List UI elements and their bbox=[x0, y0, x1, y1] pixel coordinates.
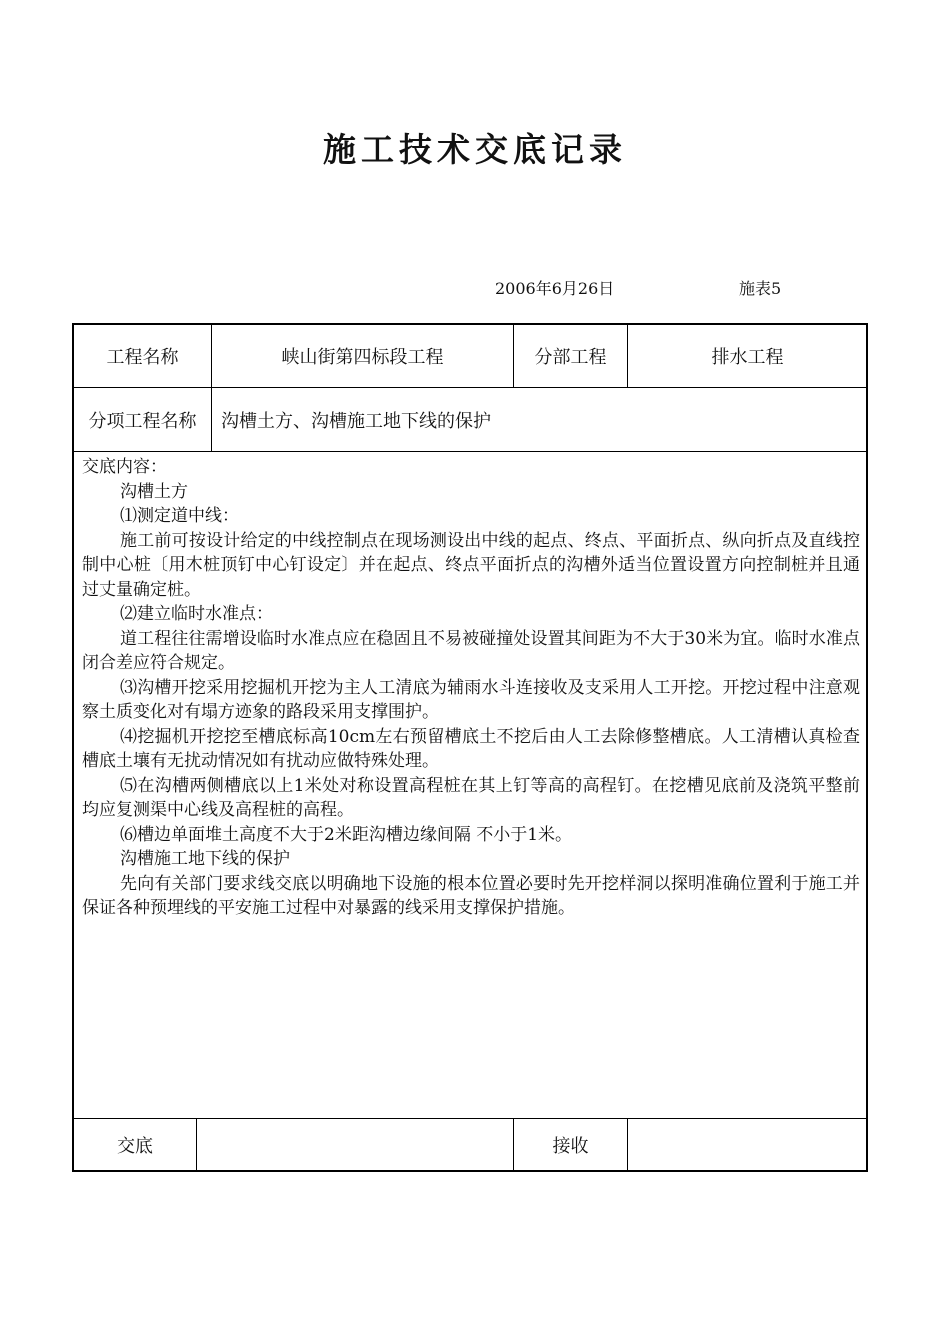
record-date: 2006年6月26日 bbox=[495, 279, 615, 298]
project-name-value: 峡山街第四标段工程 bbox=[281, 347, 444, 368]
sub-project-label: 分部工程 bbox=[534, 347, 607, 368]
form-number: 施表5 bbox=[739, 279, 782, 298]
item-name-label: 分项工程名称 bbox=[88, 410, 197, 432]
col-divider bbox=[211, 388, 212, 452]
receive-label: 接收 bbox=[552, 1136, 589, 1157]
content-paragraph: 先向有关部门要求线交底以明确地下设施的根本位置必要时先开挖样洞以探明准确位置利于施工并保证各种预埋线的平安施工过程中对暴露的线采用支撑保护措施。 bbox=[82, 873, 860, 918]
content-paragraph: ⑴测定道中线： bbox=[120, 506, 239, 526]
content-paragraph: 沟槽土方 bbox=[120, 481, 188, 502]
content-paragraph: ⑸在沟槽两侧槽底以上1米处对称设置高程桩在其上钉等高的高程钉。在挖槽见底前及浇筑平整前均应复测渠中心线及高程桩的高程。 bbox=[82, 775, 860, 820]
content-paragraph: ⑷挖掘机开挖挖至槽底标高10cm左右预留槽底土不挖后由人工去除修整槽底。人工清槽认真检查槽底土壤有无扰动情况如有扰动应做特殊处理。 bbox=[82, 726, 860, 771]
sub-project-value: 排水工程 bbox=[711, 347, 784, 368]
content-paragraph: 道工程往往需增设临时水准点应在稳固且不易被碰撞处设置其间距为不大于30米为宜。临时水准点闭合差应符合规定。 bbox=[82, 628, 860, 673]
disclosure-content bbox=[82, 455, 860, 921]
content-paragraph: 施工前可按设计给定的中线控制点在现场测设出中线的起点、终点、平面折点、纵向折点及直线控制中心桩〔用木桩顶钉中心钉设定〕并在起点、终点平面折点的沟槽外适当位置设置方向控制桩并且通过丈量确定桩。 bbox=[82, 530, 860, 600]
handover-signature-field[interactable] bbox=[197, 1119, 513, 1171]
row-divider bbox=[73, 451, 867, 452]
content-paragraph: ⑹槽边单面堆土高度不大于2米距沟槽边缘间隔 不小于1米。 bbox=[120, 824, 573, 845]
content-paragraph: ⑶沟槽开挖采用挖掘机开挖为主人工清底为辅雨水斗连接收及支采用人工开挖。开挖过程中注意观察土质变化对有塌方迹象的路段采用支撑围护。 bbox=[82, 677, 860, 722]
receive-signature-field[interactable] bbox=[628, 1119, 867, 1171]
content-paragraph: ⑵建立临时水准点： bbox=[120, 604, 273, 624]
item-name-value: 沟槽土方、沟槽施工地下线的保护 bbox=[221, 410, 491, 432]
content-paragraph: 沟槽施工地下线的保护 bbox=[120, 849, 290, 869]
project-name-label: 工程名称 bbox=[106, 347, 179, 368]
content-label: 交底内容： bbox=[82, 457, 167, 477]
handover-label: 交底 bbox=[117, 1136, 153, 1157]
document-title: 施工技术交底记录 bbox=[323, 130, 627, 169]
